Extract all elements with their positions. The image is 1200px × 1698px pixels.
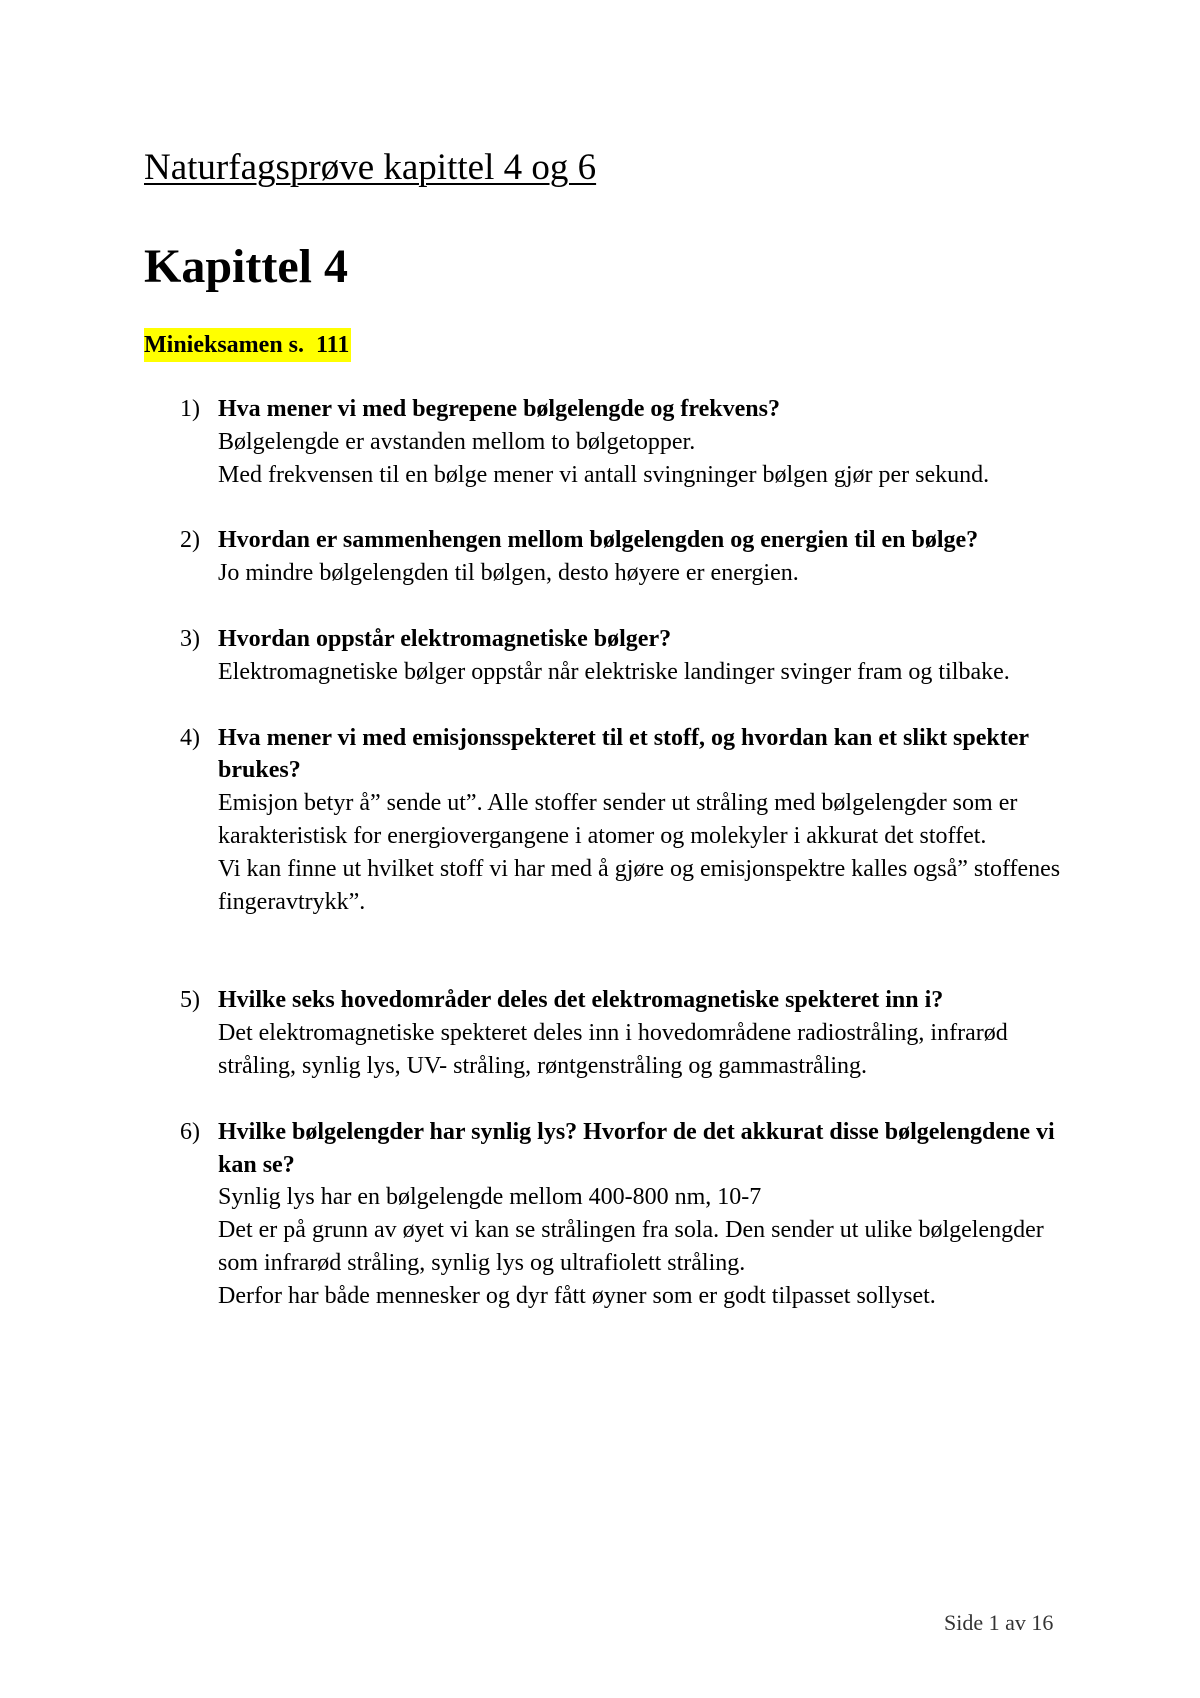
answer-line: Synlig lys har en bølgelengde mellom 400-800 nm, 10-7 xyxy=(218,1184,762,1211)
spacer xyxy=(180,918,1070,984)
document-title: Naturfagsprøve kapittel 4 og 6 xyxy=(144,147,597,188)
spacer xyxy=(180,689,1070,722)
spacer xyxy=(180,1083,1070,1116)
answer-line: Derfor har både mennesker og dyr fått øyner som er godt tilpasset sollyset. xyxy=(218,1282,936,1309)
question-text: Hva mener vi med emisjonsspekteret til et stoff, og hvordan kan et slikt spekter brukes? xyxy=(218,724,1029,784)
question-item-6 xyxy=(180,1116,1070,1313)
question-list xyxy=(180,393,1070,1313)
question-number: 6) xyxy=(180,1118,200,1145)
answer-line: Elektromagnetiske bølger oppstår når elektriske landinger svinger fram og tilbake. xyxy=(218,658,1010,685)
question-text: Hva mener vi med begrepene bølgelengde og frekvens? xyxy=(218,396,780,422)
question-item-2 xyxy=(180,524,1070,590)
question-number: 5) xyxy=(180,987,200,1014)
question-number: 4) xyxy=(180,724,200,751)
answer-line: Bølgelengde er avstanden mellom to bølgetopper. xyxy=(218,428,696,455)
question-text: Hvilke bølgelengder har synlig lys? Hvorfor de det akkurat disse bølgelengdene vi kan se? xyxy=(218,1118,1055,1178)
page-number-footer: Side 1 av 16 xyxy=(944,1610,1054,1635)
question-item-4 xyxy=(180,722,1070,919)
question-item-3 xyxy=(180,623,1070,689)
question-text: Hvordan er sammenhengen mellom bølgelengden og energien til en bølge? xyxy=(218,527,979,554)
answer-line: Emisjon betyr å” sende ut”. Alle stoffer sender ut stråling med bølgelengder som er karakteristisk for energiovergangene i atomer og molekyler i akkurat det stoffet. xyxy=(218,790,1018,849)
question-item-1 xyxy=(180,393,1070,491)
question-text: Hvordan oppstår elektromagnetiske bølger? xyxy=(218,625,672,652)
section-label-highlighted: Minieksamen s. 111 xyxy=(144,328,351,362)
question-number: 2) xyxy=(180,527,200,554)
answer-line: Det elektromagnetiske spekteret deles inn i hovedområdene radiostråling, infrarød stråling, synlig lys, UV- stråling, røntgenstråling og gammastråling. xyxy=(218,1020,1008,1079)
spacer xyxy=(180,590,1070,623)
answer-line: Med frekvensen til en bølge mener vi antall svingninger bølgen gjør per sekund. xyxy=(218,461,990,488)
chapter-heading: Kapittel 4 xyxy=(144,240,348,293)
question-text: Hvilke seks hovedområder deles det elektromagnetiske spekteret inn i? xyxy=(218,987,944,1014)
question-number: 3) xyxy=(180,625,200,652)
answer-line: Det er på grunn av øyet vi kan se strålingen fra sola. Den sender ut ulike bølgelengder som infrarød stråling, synlig lys og ultrafiolett stråling. xyxy=(218,1217,1044,1276)
answer-line: Jo mindre bølgelengden til bølgen, desto høyere er energien. xyxy=(218,560,799,587)
spacer xyxy=(180,491,1070,524)
answer-line: Vi kan finne ut hvilket stoff vi har med å gjøre og emisjonspektre kalles også” stoffenes fingeravtrykk”. xyxy=(218,855,1061,915)
question-number: 1) xyxy=(180,396,200,422)
question-item-5 xyxy=(180,984,1070,1082)
